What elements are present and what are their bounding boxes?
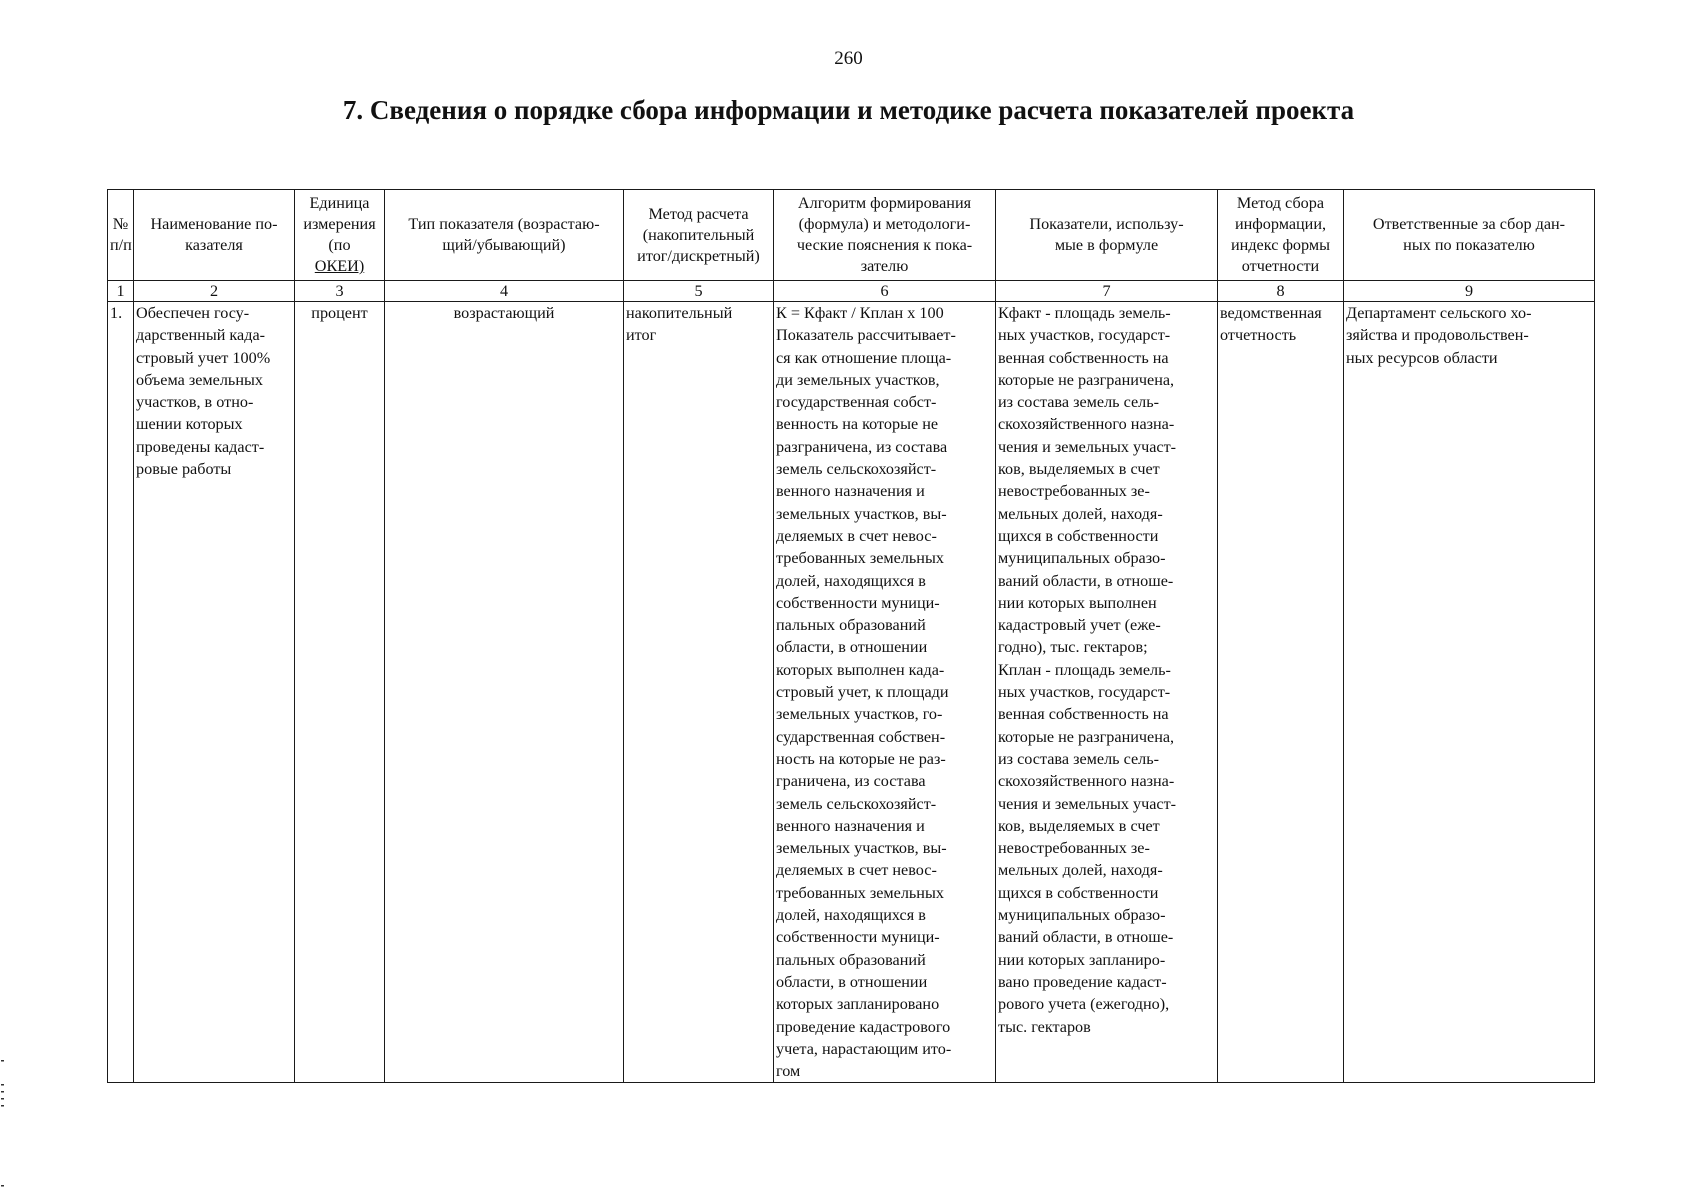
header-indicator-type: Тип показателя (возрастаю- щий/убывающий)	[385, 190, 624, 281]
column-number: 4	[385, 281, 624, 302]
column-number: 1	[108, 281, 134, 302]
column-number: 7	[996, 281, 1218, 302]
column-number: 8	[1218, 281, 1344, 302]
responsible-cell: Департамент сельского хо- зяйства и продовольствен- ных ресурсов области	[1344, 302, 1595, 1083]
indicator-name: Обеспечен госу- дарственный када- стровый учет 100% объема земельных участков, в отно- шении которых проведены кадаст- ровые работы	[134, 302, 295, 1083]
column-number: 3	[295, 281, 385, 302]
collection-method-cell: ведомственная отчетность	[1218, 302, 1344, 1083]
table-row	[108, 302, 1595, 1083]
indicator-type-cell: возрастающий	[385, 302, 624, 1083]
column-number: 6	[774, 281, 996, 302]
calc-method-cell: накопительный итог	[624, 302, 774, 1083]
header-collection-method: Метод сбора информации, индекс формы отчетности	[1218, 190, 1344, 281]
table-header-row	[108, 190, 1595, 281]
header-indicator-name: Наименование по- казателя	[134, 190, 295, 281]
column-number: 9	[1344, 281, 1595, 302]
column-number: 2	[134, 281, 295, 302]
page-number: 260	[834, 48, 863, 69]
row-number: 1.	[108, 302, 134, 1083]
page-title: 7. Сведения о порядке сбора информации и методике расчета показателей проекта	[342, 95, 1355, 125]
header-formula-indicators: Показатели, использу- мые в формуле	[996, 190, 1218, 281]
header-algorithm: Алгоритм формирования (формула) и методологи- ческие пояснения к пока- зателю	[774, 190, 996, 281]
algorithm-cell: К = Кфакт / Кплан x 100 Показатель рассчитывает- ся как отношение площа- ди земельных участков, государственная собст- венность на которые не разграничена, из состава земель сельскохозяйст- венного назначения и земельных участков, вы- деляемых в счет невос- требованных земельных долей, находящихся в собственности муници- пальных образований области, в отношении которых выполнен када- стровый учет, к площади земельных участков, го- сударственная собствен- ность на которые не раз- граничена, из состава земель сельскохозяйст- венного назначения и земельных участков, вы- деляемых в счет невос- требованных земельных долей, находящихся в собственности муници- пальных образований области, в отношении которых запланировано проведение кадастрового учета, нарастающим ито- гом	[774, 302, 996, 1083]
indicators-table	[107, 189, 1595, 1083]
unit-cell: процент	[295, 302, 385, 1083]
header-calc-method: Метод расчета (накопительный итог/дискретный)	[624, 190, 774, 281]
column-number: 5	[624, 281, 774, 302]
scan-margin-marks	[1, 1060, 5, 1190]
header-number: № п/п	[108, 190, 134, 281]
header-responsible: Ответственные за сбор дан- ных по показателю	[1344, 190, 1595, 281]
column-number-row	[108, 281, 1595, 302]
header-unit: Единица измерения (по ОКЕИ)	[295, 190, 385, 281]
formula-indicators-cell: Кфакт - площадь земель- ных участков, государст- венная собственность на которые не разграничена, из состава земель сель- скохозяйственного назна- чения и земельных участ- ков, выделяемых в счет невостребованных зе- мельных долей, находя- щихся в собственности муниципальных образо- ваний области, в отноше- нии которых выполнен кадастровый учет (еже- годно), тыс. гектаров; Кплан - площадь земель- ных участков, государст- венная собственность на которые не разграничена, из состава земель сель- скохозяйственного назна- чения и земельных участ- ков, выделяемых в счет невостребованных зе- мельных долей, находя- щихся в собственности муниципальных образо- ваний области, в отноше- нии которых запланиро- вано проведение кадаст- рового учета (ежегодно), тыс. гектаров	[996, 302, 1218, 1083]
